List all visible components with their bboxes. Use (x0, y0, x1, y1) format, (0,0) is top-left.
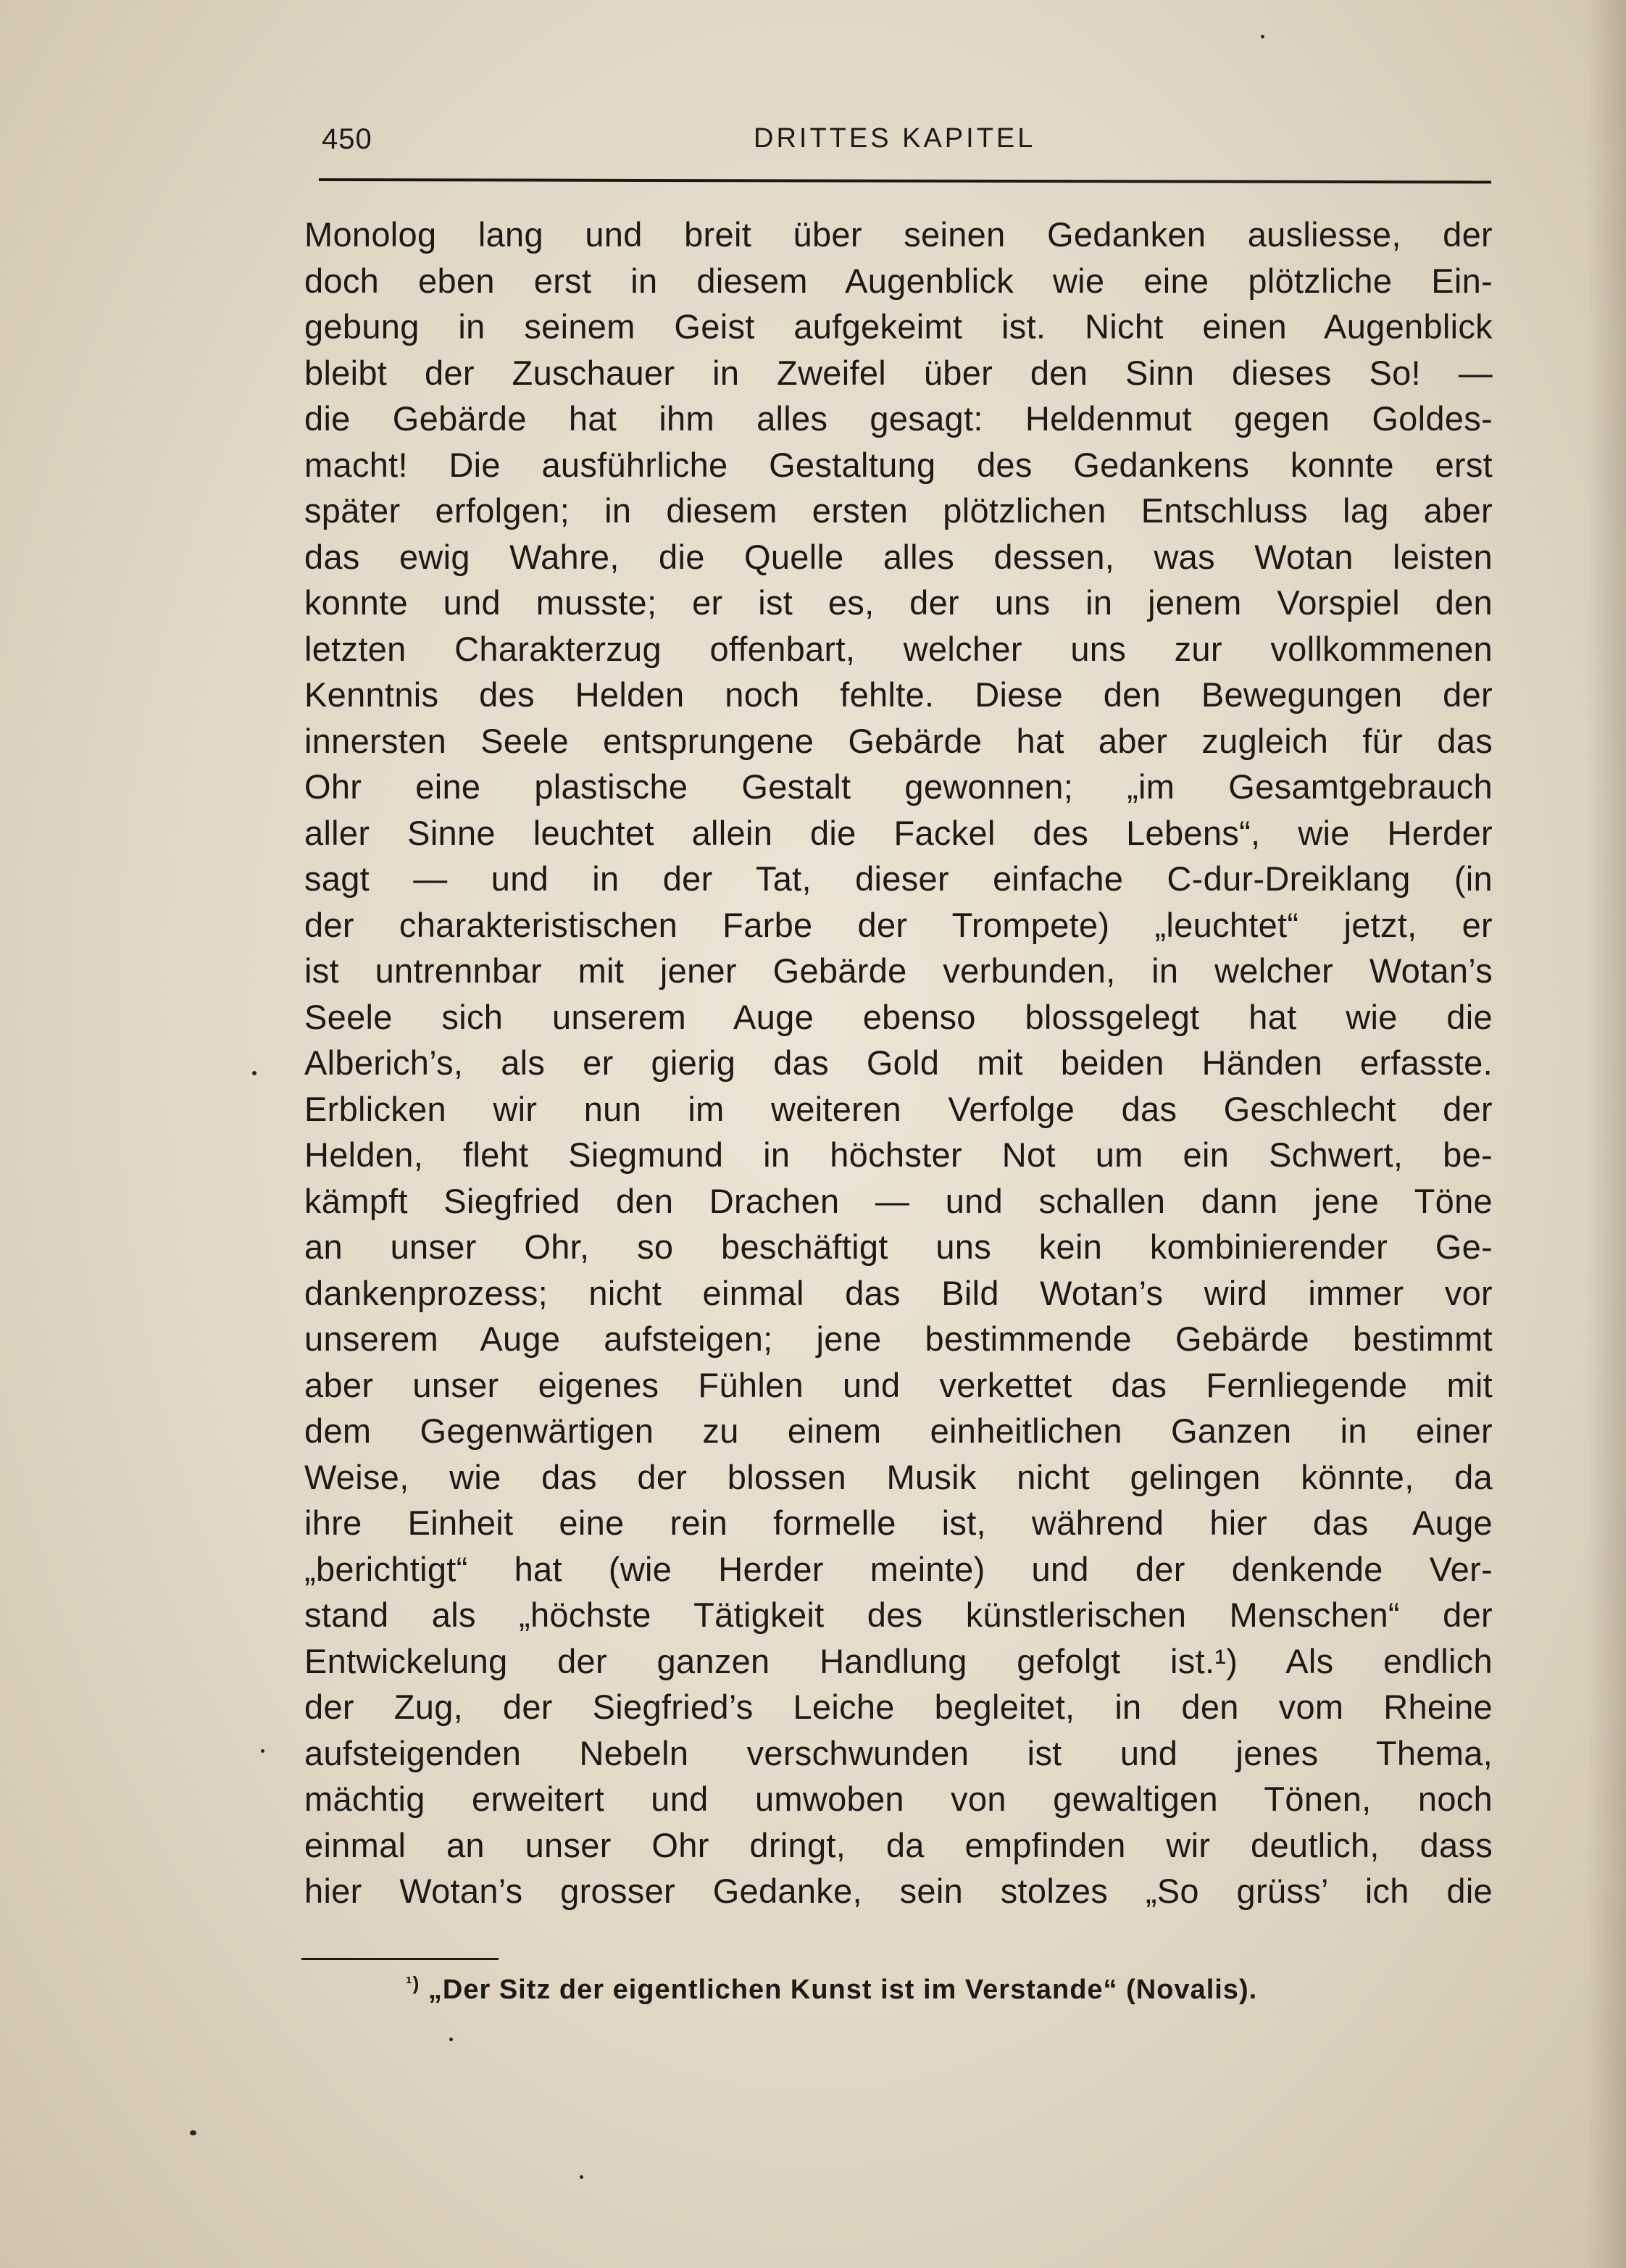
text-line: ist untrennbar mit jener Gebärde verbunden, in welcher Wotan’s (304, 951, 1493, 990)
text-line: Alberich’s, als er gierig das Gold mit beiden Händen erfasste. (304, 1043, 1493, 1082)
text-line: letzten Charakterzug offenbart, welcher uns zur vollkommenen (304, 629, 1493, 668)
text-line: der charakteristischen Farbe der Trompete) „leuchtet“ jetzt, er (304, 905, 1493, 944)
body-text (304, 212, 1493, 1914)
footnote-text: „Der Sitz der eigentlichen Kunst ist im Verstande“ (Novalis). (428, 1975, 1258, 2005)
page-edge-shadow (1587, 0, 1626, 2268)
print-speck (580, 2175, 583, 2179)
print-speck (261, 1749, 264, 1753)
text-line: aufsteigenden Nebeln verschwunden ist und jenes Thema, (304, 1733, 1493, 1772)
page-header (319, 123, 1493, 167)
print-speck (1261, 35, 1264, 38)
text-line: hier Wotan’s grosser Gedanke, sein stolzes „So grüss’ ich die (304, 1872, 1493, 1910)
text-line: mächtig erweitert und umwoben von gewaltigen Tönen, noch (304, 1780, 1493, 1818)
text-line: unserem Auge aufsteigen; jene bestimmende Gebärde bestimmt (304, 1319, 1493, 1358)
text-line: „berichtigt“ hat (wie Herder meinte) und der denkende Ver- (304, 1549, 1493, 1588)
text-line: sagt — und in der Tat, dieser einfache C-dur-Dreiklang (in (304, 859, 1493, 898)
text-line: einmal an unser Ohr dringt, da empfinden wir deutlich, dass (304, 1825, 1493, 1864)
footnote-rule (301, 1958, 499, 1960)
text-line: stand als „höchste Tätigkeit des künstlerischen Menschen“ der (304, 1596, 1493, 1634)
text-line: Ohr eine plastische Gestalt gewonnen; „im Gesamtgebrauch (304, 767, 1493, 806)
text-line: das ewig Wahre, die Quelle alles dessen, was Wotan leisten (304, 537, 1493, 576)
text-line: aller Sinne leuchtet allein die Fackel des Lebens“, wie Herder (304, 813, 1493, 852)
text-line: gebung in seinem Geist aufgekeimt ist. Nicht einen Augenblick (304, 307, 1493, 346)
text-line: die Gebärde hat ihm alles gesagt: Heldenmut gegen Goldes- (304, 399, 1493, 438)
running-head: DRITTES KAPITEL (754, 123, 1036, 154)
text-line: konnte und musste; er ist es, der uns in jenem Vorspiel den (304, 583, 1493, 622)
print-speck (252, 1071, 257, 1075)
text-line: Seele sich unserem Auge ebenso blossgelegt hat wie die (304, 997, 1493, 1036)
text-line: der Zug, der Siegfried’s Leiche begleitet, in den vom Rheine (304, 1688, 1493, 1726)
text-line: dankenprozess; nicht einmal das Bild Wotan’s wird immer vor (304, 1273, 1493, 1312)
text-line: Weise, wie das der blossen Musik nicht gelingen könnte, da (304, 1457, 1493, 1496)
text-line: doch eben erst in diesem Augenblick wie eine plötzliche Ein- (304, 261, 1493, 300)
header-rule (319, 178, 1491, 183)
text-line: ihre Einheit eine rein formelle ist, während hier das Auge (304, 1504, 1493, 1542)
text-line: an unser Ohr, so beschäftigt uns kein kombinierender Ge- (304, 1227, 1493, 1266)
text-line: Kenntnis des Helden noch fehlte. Diese den Bewegungen der (304, 675, 1493, 714)
text-line: später erfolgen; in diesem ersten plötzlichen Entschluss lag aber (304, 491, 1493, 530)
text-line: bleibt der Zuschauer in Zweifel über den Sinn dieses So! — (304, 353, 1493, 392)
page-number: 450 (322, 123, 372, 155)
text-line: Entwickelung der ganzen Handlung gefolgt ist.¹) Als endlich (304, 1641, 1493, 1680)
text-line: dem Gegenwärtigen zu einem einheitlichen Ganzen in einer (304, 1412, 1493, 1450)
text-line: macht! Die ausführliche Gestaltung des Gedankens konnte erst (304, 445, 1493, 484)
print-speck (449, 2038, 453, 2041)
footnote (406, 1972, 1257, 2006)
text-line: aber unser eigenes Fühlen und verkettet das Fernliegende mit (304, 1365, 1493, 1404)
text-line: kämpft Siegfried den Drachen — und schallen dann jene Töne (304, 1181, 1493, 1220)
text-line: Erblicken wir nun im weiteren Verfolge das Geschlecht der (304, 1089, 1493, 1128)
text-line: innersten Seele entsprungene Gebärde hat aber zugleich für das (304, 721, 1493, 760)
print-speck (190, 2130, 196, 2135)
text-line: Helden, fleht Siegmund in höchster Not um ein Schwert, be- (304, 1135, 1493, 1174)
footnote-marker: ¹) (406, 1972, 420, 1994)
text-line: Monolog lang und breit über seinen Gedanken ausliesse, der (304, 215, 1493, 254)
